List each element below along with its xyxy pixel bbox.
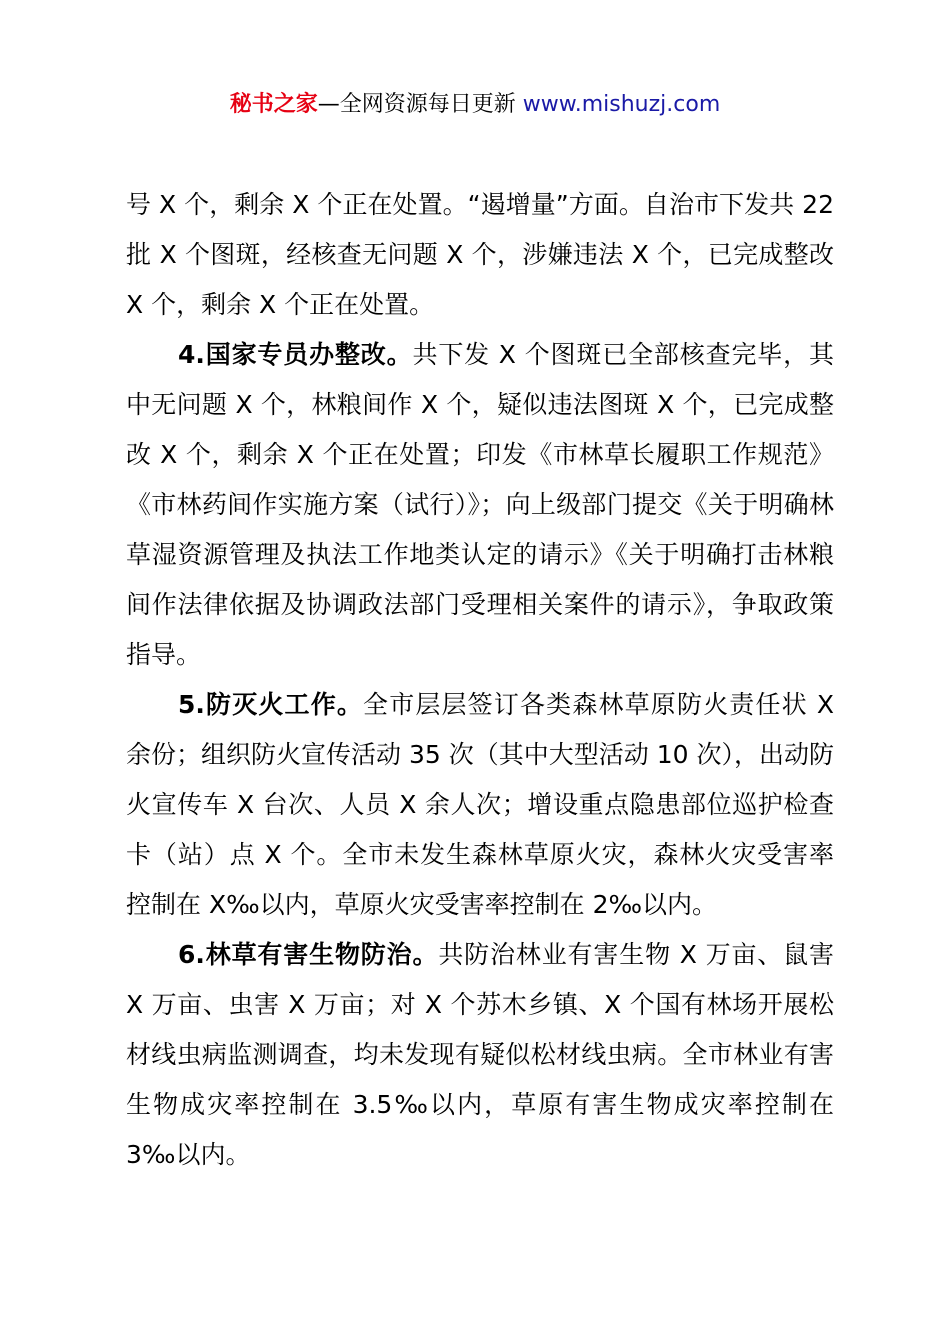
paragraph-special-office xyxy=(126,330,834,680)
paragraph-pest-control xyxy=(126,930,834,1180)
header-url-link[interactable]: www.mishuzj.com xyxy=(522,92,721,117)
paragraph-text: 共下发 X 个图斑已全部核查完毕，其中无问题 X 个，林粮间作 X 个，疑似违法图斑 X 个，已完成整改 X 个，剩余 X 个正在处置；印发《市林草长履职工作规范》《市林药间作实施方案（试行）》；向上级部门提交《关于明确林草湿资源管理及执法工作地类认定的请示》《关于明确打击林粮间作法律依据及协调政法部门受理相关案件的请示》，争取政策指导。 xyxy=(126,340,834,669)
brand-name: 秘书之家 xyxy=(229,92,318,117)
paragraph-continuation xyxy=(126,180,834,330)
paragraph-heading: 6.林草有害生物防治。 xyxy=(178,940,439,969)
document-body xyxy=(126,180,834,1180)
page-header xyxy=(0,88,950,122)
paragraph-heading: 5.防灭火工作。 xyxy=(178,690,364,719)
paragraph-heading: 4.国家专员办整改。 xyxy=(178,340,413,369)
paragraph-text: 共防治林业有害生物 X 万亩、鼠害 X 万亩、虫害 X 万亩；对 X 个苏木乡镇、X 个国有林场开展松材线虫病监测调查，均未发现有疑似松材线虫病。全市林业有害生物成灾率控制在 3.5‰以内，草原有害生物成灾率控制在 3‰以内。 xyxy=(126,940,834,1169)
paragraph-text: 号 X 个，剩余 X 个正在处置。“遏增量”方面。自治市下发共 22 批 X 个图斑，经核查无问题 X 个，涉嫌违法 X 个，已完成整改 X 个，剩余 X 个正在处置。 xyxy=(126,190,834,319)
header-slogan: —全网资源每日更新 xyxy=(317,92,523,117)
paragraph-fire-prevention xyxy=(126,680,834,930)
paragraph-text: 全市层层签订各类森林草原防火责任状 X 余份；组织防火宣传活动 35 次（其中大型活动 10 次），出动防火宣传车 X 台次、人员 X 余人次；增设重点隐患部位巡护检查卡（站）点 X 个。全市未发生森林草原火灾，森林火灾受害率控制在 X‰以内，草原火灾受害率控制在 2‰以内。 xyxy=(126,690,834,919)
